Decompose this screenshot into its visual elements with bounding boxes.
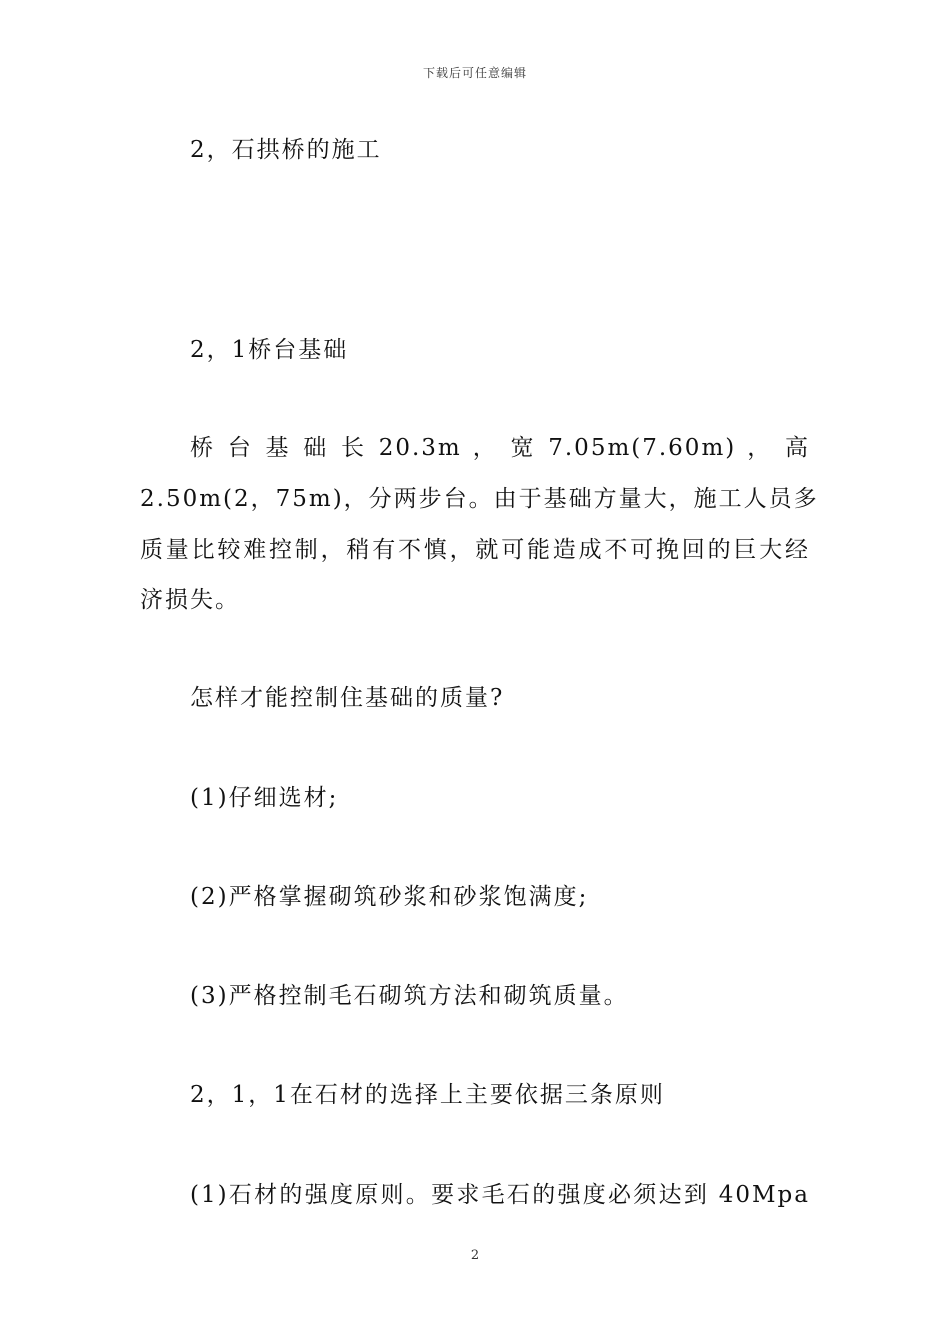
paragraph-line-4: 济损失。 [140,587,240,613]
paragraph-line-last: (1)石材的强度原则。要求毛石的强度必须达到 40Mpa [190,1182,810,1208]
page-number: 2 [470,1248,480,1263]
list-item: (2)严格掌握砌筑砂浆和砂浆饱满度; [190,884,589,910]
list-item: (1)仔细选材; [190,785,339,811]
page-header: 下载后可任意编辑 [422,66,527,80]
paragraph-line-2: 2.50m(2，75m)，分两步台。由于基础方量大，施工人员多 [140,486,819,512]
section-heading: 2，石拱桥的施工 [190,137,382,163]
paragraph-line-1: 桥 台 基 础 长 20.3m ， 宽 7.05m(7.60m) ， 高 [190,435,810,461]
subsubsection-heading: 2，1，1在石材的选择上主要依据三条原则 [190,1082,665,1108]
list-item: (3)严格控制毛石砌筑方法和砌筑质量。 [190,983,629,1009]
question-line: 怎样才能控制住基础的质量? [190,685,505,711]
paragraph-line-3: 质量比较难控制，稍有不慎，就可能造成不可挽回的巨大经 [140,537,810,563]
subsection-heading: 2，1桥台基础 [190,337,349,363]
